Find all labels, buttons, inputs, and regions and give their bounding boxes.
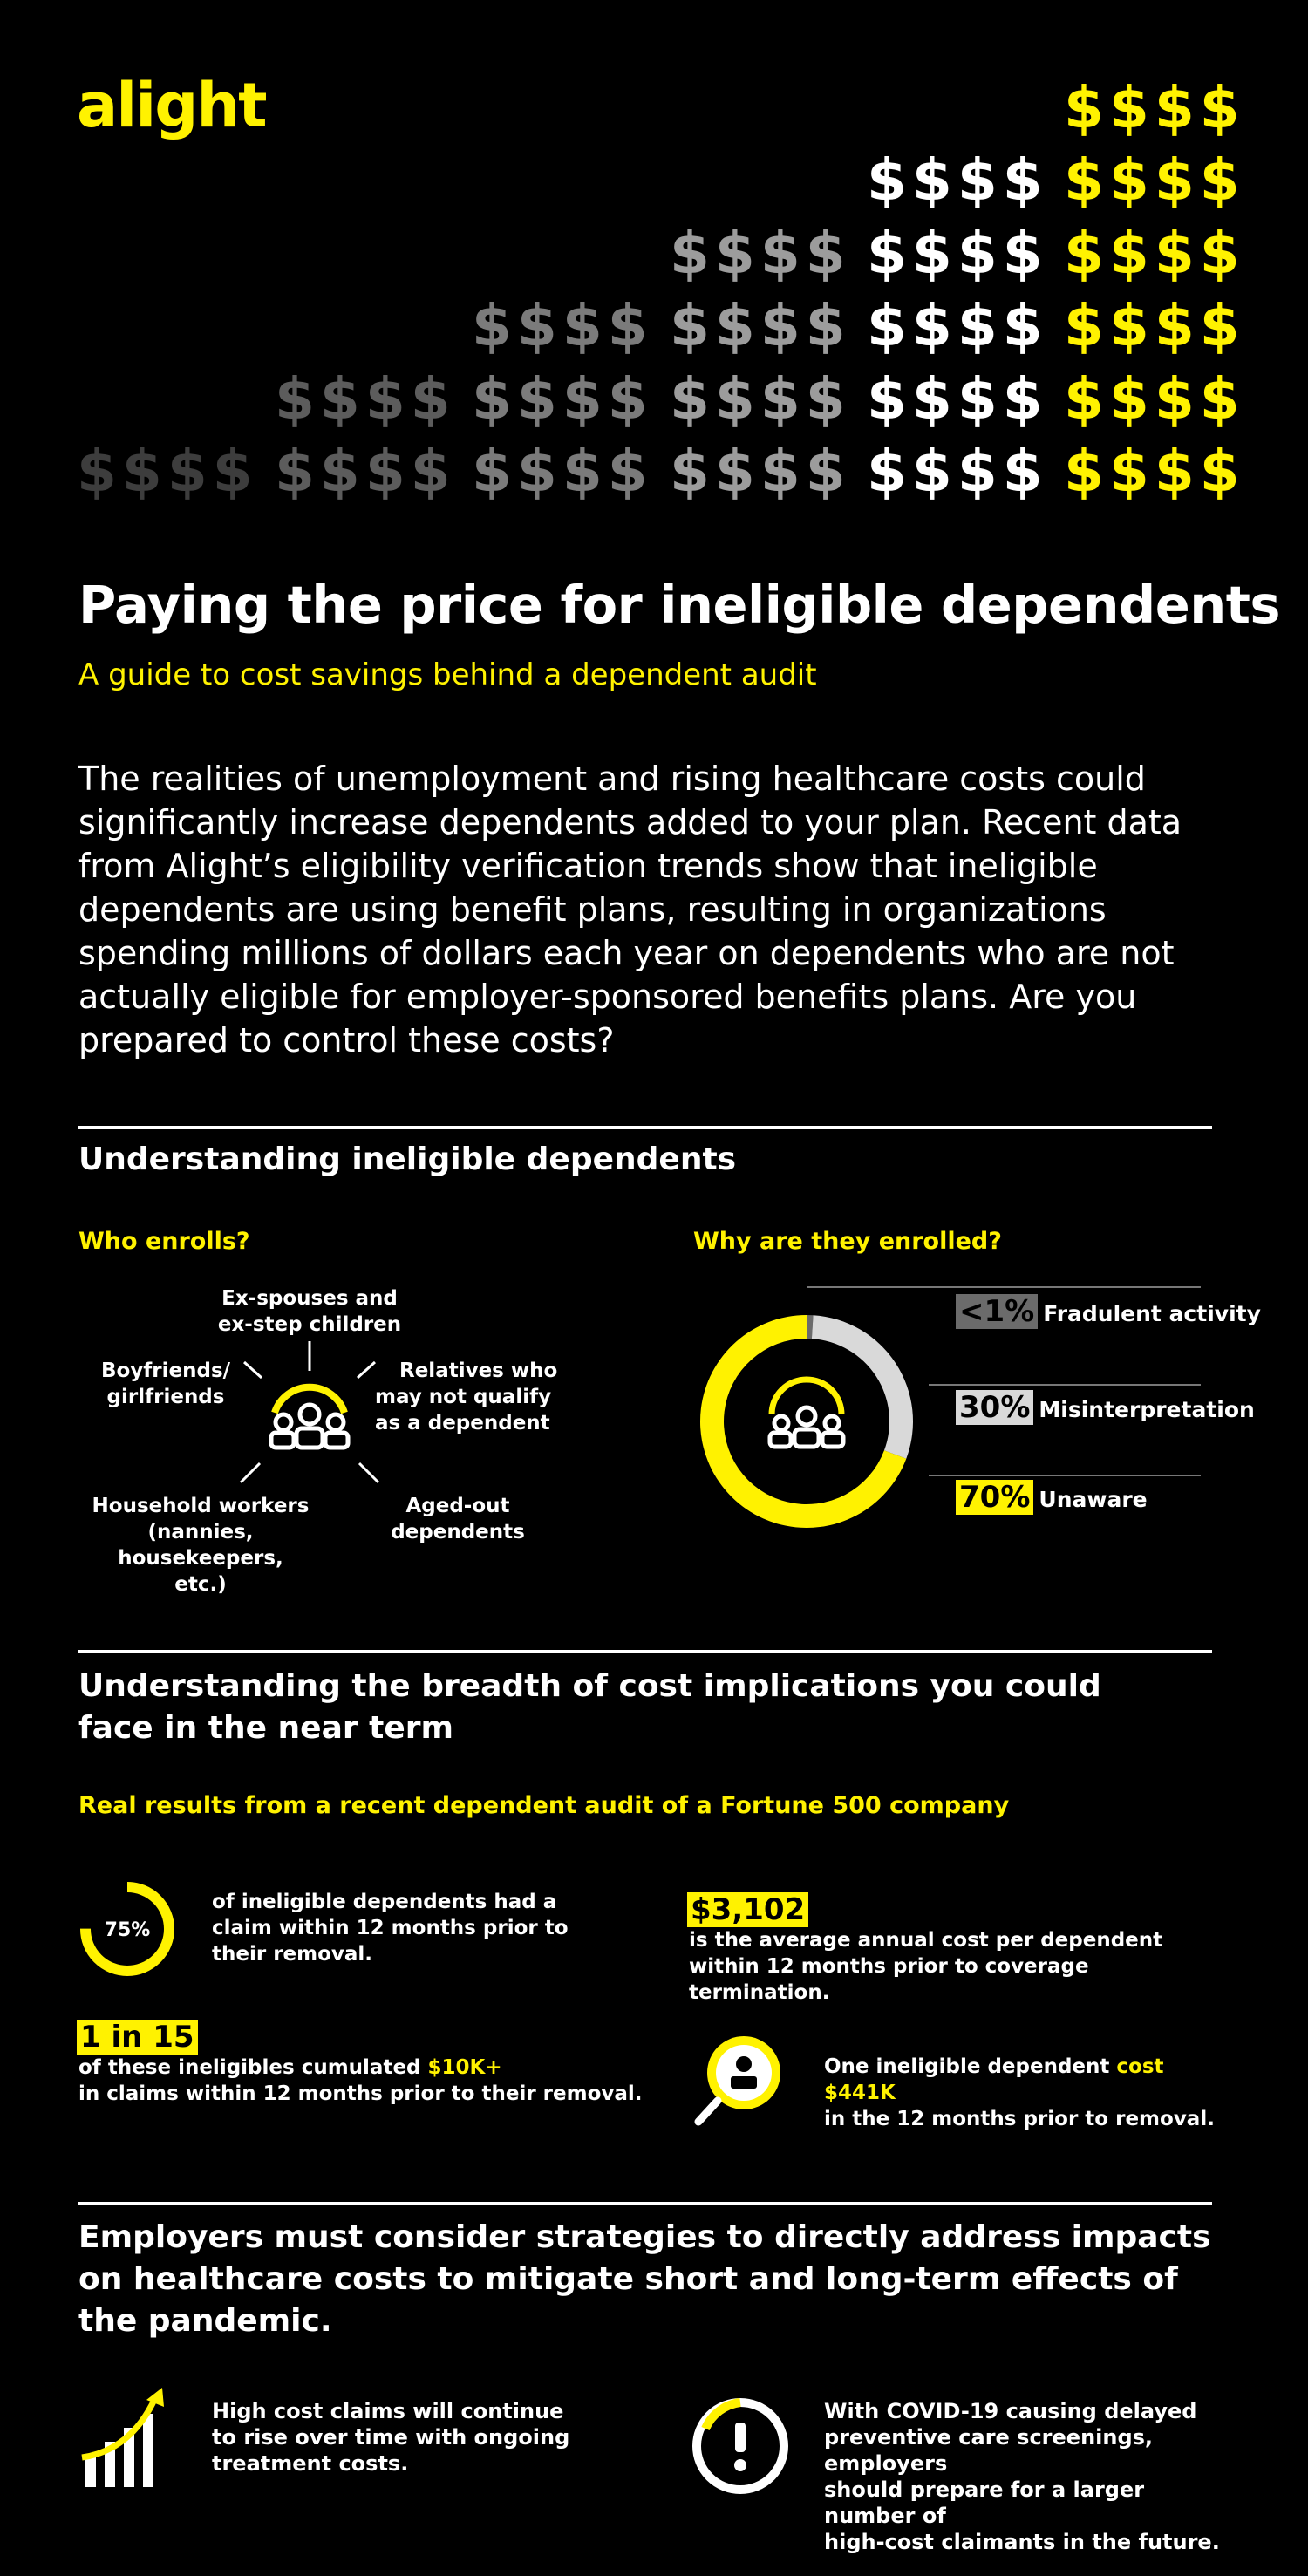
stat3-ratio: 1 in 15 (77, 2020, 198, 2055)
stat2-amount: $3,102 (687, 1892, 808, 1927)
section2-subheading: Real results from a recent dependent audit of a Fortune 500 company (78, 1792, 1010, 1819)
why-enrolled-heading: Why are they enrolled? (693, 1228, 1002, 1255)
dollar-group: $$$$ (867, 365, 1048, 433)
dollar-group: $$$$ (1064, 365, 1245, 433)
dollar-group: $$$$ (1064, 220, 1245, 287)
stat2-text: is the average annual cost per dependent within 12 months prior to coverage termination. (689, 1929, 1163, 2004)
strategy-item-2: With COVID-19 causing delayed preventive care screenings, employers should prepare for a larger number of high-cost claimants in the future. (824, 2399, 1220, 2554)
dollar-group: $$$$ (472, 365, 653, 433)
page-title: Paying the price for ineligible dependents (78, 575, 1281, 635)
people-group-icon (235, 1334, 384, 1500)
section-divider (78, 1650, 1212, 1653)
dollar-group: $$$$ (670, 220, 851, 287)
who-enrolls-heading: Who enrolls? (78, 1228, 250, 1255)
dollar-group: $$$$ (1064, 292, 1245, 359)
dollar-group: $$$$ (867, 220, 1048, 287)
section1-heading: Understanding ineligible dependents (78, 1141, 737, 1177)
stat1-text: of ineligible dependents had a claim within 12 months prior to their removal. (212, 1891, 569, 1966)
dollar-group: $$$$ (670, 438, 851, 505)
dollar-group: $$$$ (472, 438, 653, 505)
label-boyfriends: Boyfriends/ girlfriends (100, 1360, 231, 1408)
stat-misinterpretation: 30% Misinterpretation (956, 1390, 1255, 1425)
dollar-group: $$$$ (867, 438, 1048, 505)
stat4-text: One ineligible dependent cost $441K in the 12 months prior to removal. (824, 2055, 1215, 2130)
section-divider (78, 2202, 1212, 2205)
label-aged-out: Aged-out dependents (391, 1495, 525, 1544)
magnifier-person-icon (691, 2027, 787, 2141)
label-household-workers: Household workers (nannies, housekeepers, etc.) (92, 1495, 310, 1596)
stat3-text: of these ineligibles cumulated $10K+ in claims within 12 months prior to their removal. (78, 2056, 643, 2105)
stat-unaware: 70% Unaware (956, 1480, 1148, 1515)
dollar-group: $$$$ (472, 292, 653, 359)
ring-percent-label: 75% (104, 1919, 151, 1941)
dollar-group: $$$$ (1064, 147, 1245, 214)
dollar-group: $$$$ (275, 438, 456, 505)
percent-ring-75 (75, 1877, 180, 1981)
section3-heading: Employers must consider strategies to directly address impacts on healthcare costs to mitigate short and long-term effects of the pandemic. (78, 2219, 1211, 2339)
alert-circle-icon (691, 2396, 791, 2497)
dollar-group: $$$$ (275, 365, 456, 433)
dollar-group: $$$$ (670, 292, 851, 359)
label-ex-spouses: Ex-spouses and ex-step children (217, 1287, 402, 1336)
dollar-group: $$$$ (670, 365, 851, 433)
stat-fraudulent: <1% Fradulent activity (956, 1294, 1261, 1329)
dollar-group: $$$$ (1064, 74, 1245, 141)
section-divider (78, 1126, 1212, 1129)
alight-logo: alight (77, 70, 266, 141)
rising-chart-icon (78, 2388, 174, 2492)
intro-paragraph: The realities of unemployment and rising healthcare costs could significantly increase dependents added to your plan. Recent data from Alight’s eligibility verification trends show that ineligible dependents are using benefit plans, resulting in organizations spending millions of dollars each year on dependents who are not actually eligible for employer-sponsored benefits plans. Are you prepared to control these costs? (78, 760, 1182, 1060)
strategy-item-1: High cost claims will continue to rise over time with ongoing treatment costs. (212, 2399, 570, 2476)
dollar-group: $$$$ (867, 292, 1048, 359)
page-subtitle: A guide to cost savings behind a dependent audit (78, 658, 817, 692)
dollar-group: $$$$ (77, 438, 258, 505)
label-relatives: Relatives who may not qualify as a dependent (375, 1360, 558, 1435)
section2-heading: Understanding the breadth of cost implications you could face in the near term (78, 1668, 1101, 1746)
dollar-group: $$$$ (1064, 438, 1245, 505)
dollar-group: $$$$ (867, 147, 1048, 214)
